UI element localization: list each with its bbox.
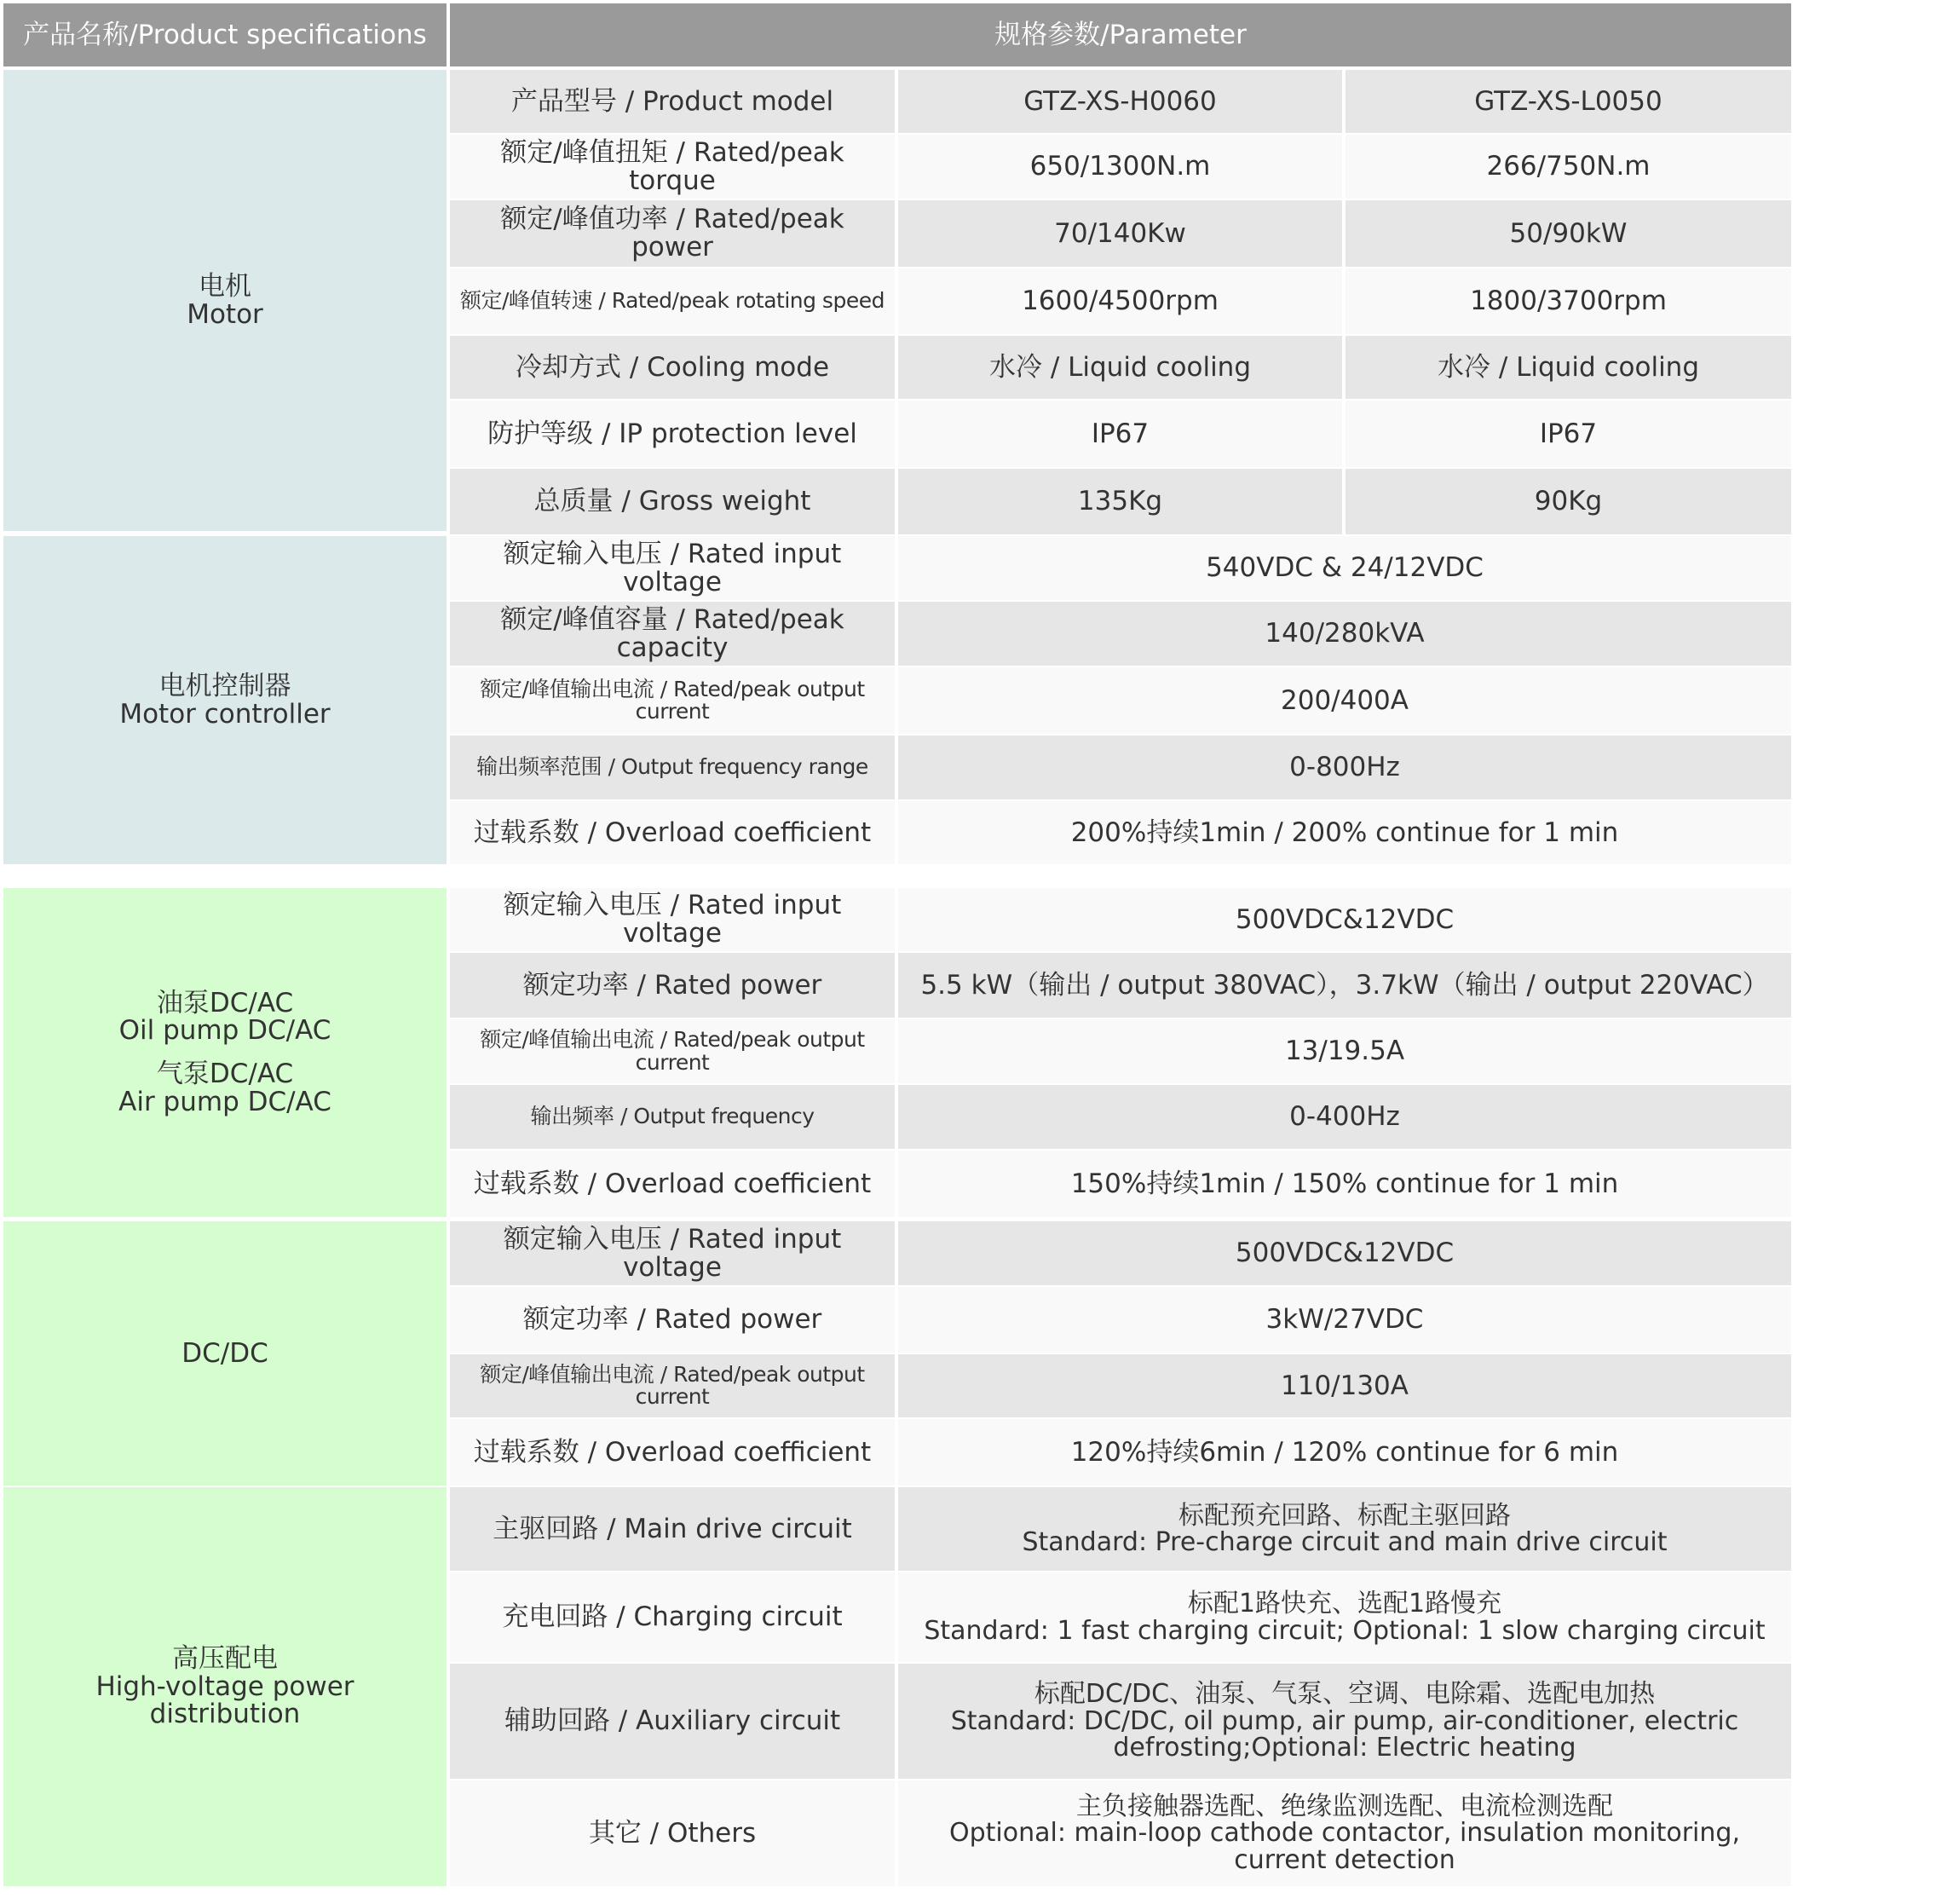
value-model-2: 266/750N.m bbox=[1346, 135, 1791, 199]
value-model-1: 70/140Kw bbox=[898, 200, 1342, 267]
param-label: 额定功率 / Rated power bbox=[450, 953, 895, 1018]
param-label: 额定功率 / Rated power bbox=[450, 1287, 895, 1353]
category-label: distribution bbox=[149, 1699, 301, 1730]
param-label: 总质量 / Gross weight bbox=[450, 469, 895, 534]
value-shared: 540VDC & 24/12VDC bbox=[898, 536, 1791, 600]
category-label: Motor controller bbox=[119, 698, 331, 730]
param-label: 额定/峰值功率 / Rated/peak power bbox=[450, 200, 895, 267]
header-parameter: 规格参数/Parameter bbox=[450, 3, 1791, 66]
category-label: 气泵DC/AC bbox=[156, 1059, 294, 1089]
value-model-1: 1600/4500rpm bbox=[898, 268, 1342, 334]
param-label: 辅助回路 / Auxiliary circuit bbox=[450, 1664, 895, 1779]
value-model-2: IP67 bbox=[1346, 401, 1791, 467]
param-label: 输出频率 / Output frequency bbox=[450, 1085, 895, 1149]
param-label: 充电回路 / Charging circuit bbox=[450, 1572, 895, 1662]
value-shared: 0-800Hz bbox=[898, 736, 1791, 799]
value-shared: 500VDC&12VDC bbox=[898, 1221, 1791, 1285]
value-shared: 标配DC/DC、油泵、气泵、空调、电除霜、选配电加热 Standard: DC/DC, oil pump, air pump, air-conditioner, electric defrosting;Optional: Electric heating bbox=[898, 1664, 1791, 1779]
value-shared: 标配1路快充、选配1路慢充 Standard: 1 fast charging circuit; Optional: 1 slow charging circuit bbox=[898, 1572, 1791, 1662]
param-label: 额定/峰值输出电流 / Rated/peak output current bbox=[450, 1019, 895, 1083]
value-shared: 110/130A bbox=[898, 1354, 1791, 1417]
param-label: 额定输入电压 / Rated input voltage bbox=[450, 1221, 895, 1285]
value-model-1: 水冷 / Liquid cooling bbox=[898, 336, 1342, 399]
param-label: 额定/峰值容量 / Rated/peak capacity bbox=[450, 602, 895, 666]
category-label: Air pump DC/AC bbox=[118, 1086, 331, 1117]
value-shared: 120%持续6min / 120% continue for 6 min bbox=[898, 1419, 1791, 1486]
param-label: 额定/峰值扭矩 / Rated/peak torque bbox=[450, 135, 895, 199]
value-model-2: GTZ-XS-L0050 bbox=[1346, 70, 1791, 133]
param-label: 过载系数 / Overload coefficient bbox=[450, 1419, 895, 1486]
value-model-1: 135Kg bbox=[898, 469, 1342, 534]
value-shared: 13/19.5A bbox=[898, 1019, 1791, 1083]
value-shared: 5.5 kW（输出 / output 380VAC），3.7kW（输出 / output 220VAC） bbox=[898, 953, 1791, 1018]
category-label: Oil pump DC/AC bbox=[118, 1015, 331, 1047]
value-shared: 500VDC&12VDC bbox=[898, 888, 1791, 951]
value-shared: 主负接触器选配、绝缘监测选配、电流检测选配 Optional: main-loop cathode contactor, insulation monitoring, current detection bbox=[898, 1780, 1791, 1886]
value-model-1: 650/1300N.m bbox=[898, 135, 1342, 199]
category-motor bbox=[3, 70, 447, 531]
value-shared: 标配预充回路、标配主驱回路 Standard: Pre-charge circuit and main drive circuit bbox=[898, 1487, 1791, 1571]
value-model-2: 1800/3700rpm bbox=[1346, 268, 1791, 334]
value-shared: 0-400Hz bbox=[898, 1085, 1791, 1149]
category-label: 电机控制器 bbox=[158, 670, 291, 701]
value-shared: 200%持续1min / 200% continue for 1 min bbox=[898, 801, 1791, 864]
category-label: DC/DC bbox=[182, 1337, 268, 1369]
param-label: 输出频率范围 / Output frequency range bbox=[450, 736, 895, 799]
param-label: 冷却方式 / Cooling mode bbox=[450, 336, 895, 399]
value-model-2: 水冷 / Liquid cooling bbox=[1346, 336, 1791, 399]
value-model-1: IP67 bbox=[898, 401, 1342, 467]
category-controller bbox=[3, 536, 447, 864]
param-label: 防护等级 / IP protection level bbox=[450, 401, 895, 467]
param-label: 额定输入电压 / Rated input voltage bbox=[450, 536, 895, 600]
category-label: 高压配电 bbox=[172, 1643, 278, 1675]
value-shared: 200/400A bbox=[898, 667, 1791, 734]
param-label: 主驱回路 / Main drive circuit bbox=[450, 1487, 895, 1571]
param-label: 额定输入电压 / Rated input voltage bbox=[450, 888, 895, 951]
param-label: 过载系数 / Overload coefficient bbox=[450, 1151, 895, 1217]
value-shared: 150%持续1min / 150% continue for 1 min bbox=[898, 1151, 1791, 1217]
param-label: 额定/峰值输出电流 / Rated/peak output current bbox=[450, 667, 895, 734]
category-label: 油泵DC/AC bbox=[156, 987, 294, 1018]
category-hv bbox=[3, 1487, 447, 1886]
value-shared: 140/280kVA bbox=[898, 602, 1791, 666]
header-product-specifications: 产品名称/Product specifications bbox=[3, 3, 447, 66]
param-label: 其它 / Others bbox=[450, 1780, 895, 1886]
param-label: 过载系数 / Overload coefficient bbox=[450, 801, 895, 864]
category-label: 电机 bbox=[199, 270, 251, 302]
param-label: 产品型号 / Product model bbox=[450, 70, 895, 133]
category-label: High-voltage power bbox=[95, 1670, 354, 1702]
category-pump bbox=[3, 888, 447, 1217]
value-model-2: 90Kg bbox=[1346, 469, 1791, 534]
category-dcdc bbox=[3, 1221, 447, 1486]
value-shared: 3kW/27VDC bbox=[898, 1287, 1791, 1353]
param-label: 额定/峰值转速 / Rated/peak rotating speed bbox=[450, 268, 895, 334]
category-label: Motor bbox=[187, 298, 263, 330]
value-model-1: GTZ-XS-H0060 bbox=[898, 70, 1342, 133]
value-model-2: 50/90kW bbox=[1346, 200, 1791, 267]
param-label: 额定/峰值输出电流 / Rated/peak output current bbox=[450, 1354, 895, 1417]
